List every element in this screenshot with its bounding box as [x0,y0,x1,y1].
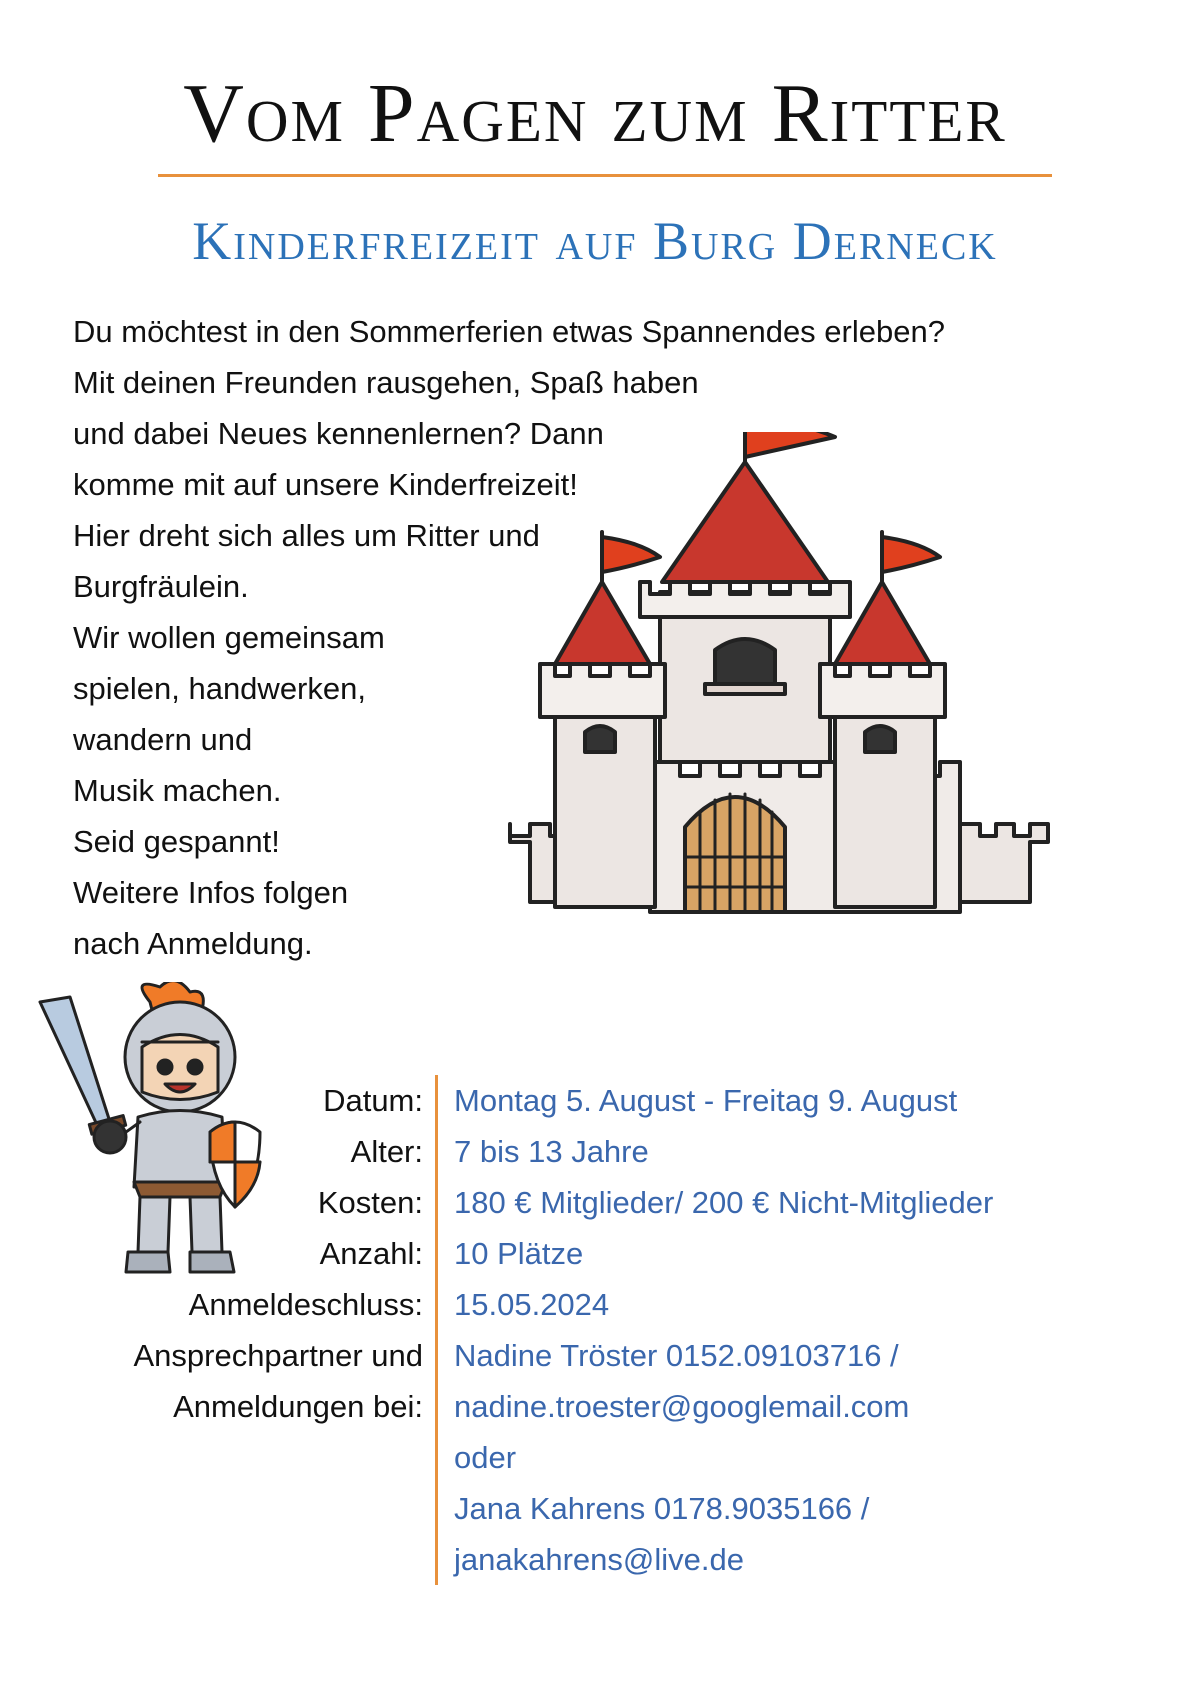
contact-phone: Jana Kahrens 0178.9035166 / [435,1483,869,1534]
contact-email-link[interactable]: janakahrens@live.de [435,1534,744,1585]
intro-line: Burgfräulein. [73,569,249,604]
detail-row-contact-4 [60,1483,993,1534]
detail-row-alter [60,1126,993,1177]
detail-row-contact-3 [60,1432,993,1483]
intro-line: wandern und [73,722,253,757]
detail-label: Anmeldungen bei: [173,1389,423,1424]
intro-line: nach Anmeldung. [73,926,313,961]
detail-label: Anmeldeschluss: [188,1287,423,1322]
detail-row-contact-2 [60,1381,993,1432]
detail-value: 180 € Mitglieder/ 200 € Nicht-Mitglieder [435,1177,993,1228]
intro-line: Mit deinen Freunden rausgehen, Spaß haben [73,365,699,400]
title-divider [158,174,1052,177]
detail-label: Alter: [350,1134,423,1169]
detail-value: oder [435,1432,516,1483]
contact-email-link[interactable]: nadine.troester@googlemail.com [435,1381,909,1432]
detail-label: Kosten: [317,1185,423,1220]
detail-label [60,1534,423,1585]
detail-value: 10 Plätze [435,1228,583,1279]
detail-label [60,1483,423,1534]
intro-line: spielen, handwerken, [73,671,366,706]
intro-line: komme mit auf unsere Kinderfreizeit! [73,467,578,502]
intro-line: Wir wollen gemeinsam [73,620,385,655]
detail-value: 7 bis 13 Jahre [435,1126,649,1177]
detail-row-datum [60,1075,993,1126]
detail-label: Datum: [323,1083,423,1118]
detail-row-kosten [60,1177,993,1228]
intro-line: Weitere Infos folgen [73,875,349,910]
page-title: Vom Pagen zum Ritter [183,67,1007,160]
intro-line: Seid gespannt! [73,824,280,859]
detail-row-anzahl [60,1228,993,1279]
detail-row-contact-5 [60,1534,993,1585]
detail-label [60,1432,423,1483]
intro-line: Musik machen. [73,773,282,808]
detail-value: 15.05.2024 [435,1279,609,1330]
detail-label: Ansprechpartner und [133,1338,423,1373]
detail-row-contact-1 [60,1330,993,1381]
detail-row-anmeldeschluss [60,1279,993,1330]
page-subtitle: Kinderfreizeit auf Burg Derneck [192,211,998,271]
contact-phone: Nadine Tröster 0152.09103716 / [435,1330,899,1381]
intro-line: Du möchtest in den Sommerferien etwas Spannendes erleben? [73,314,945,349]
intro-line: Hier dreht sich alles um Ritter und [73,518,540,553]
detail-label: Anzahl: [319,1236,423,1271]
intro-line: und dabei Neues kennenlernen? Dann [73,416,604,451]
castle-icon [500,432,1100,972]
detail-value: Montag 5. August - Freitag 9. August [435,1075,957,1126]
event-details [60,1075,993,1585]
